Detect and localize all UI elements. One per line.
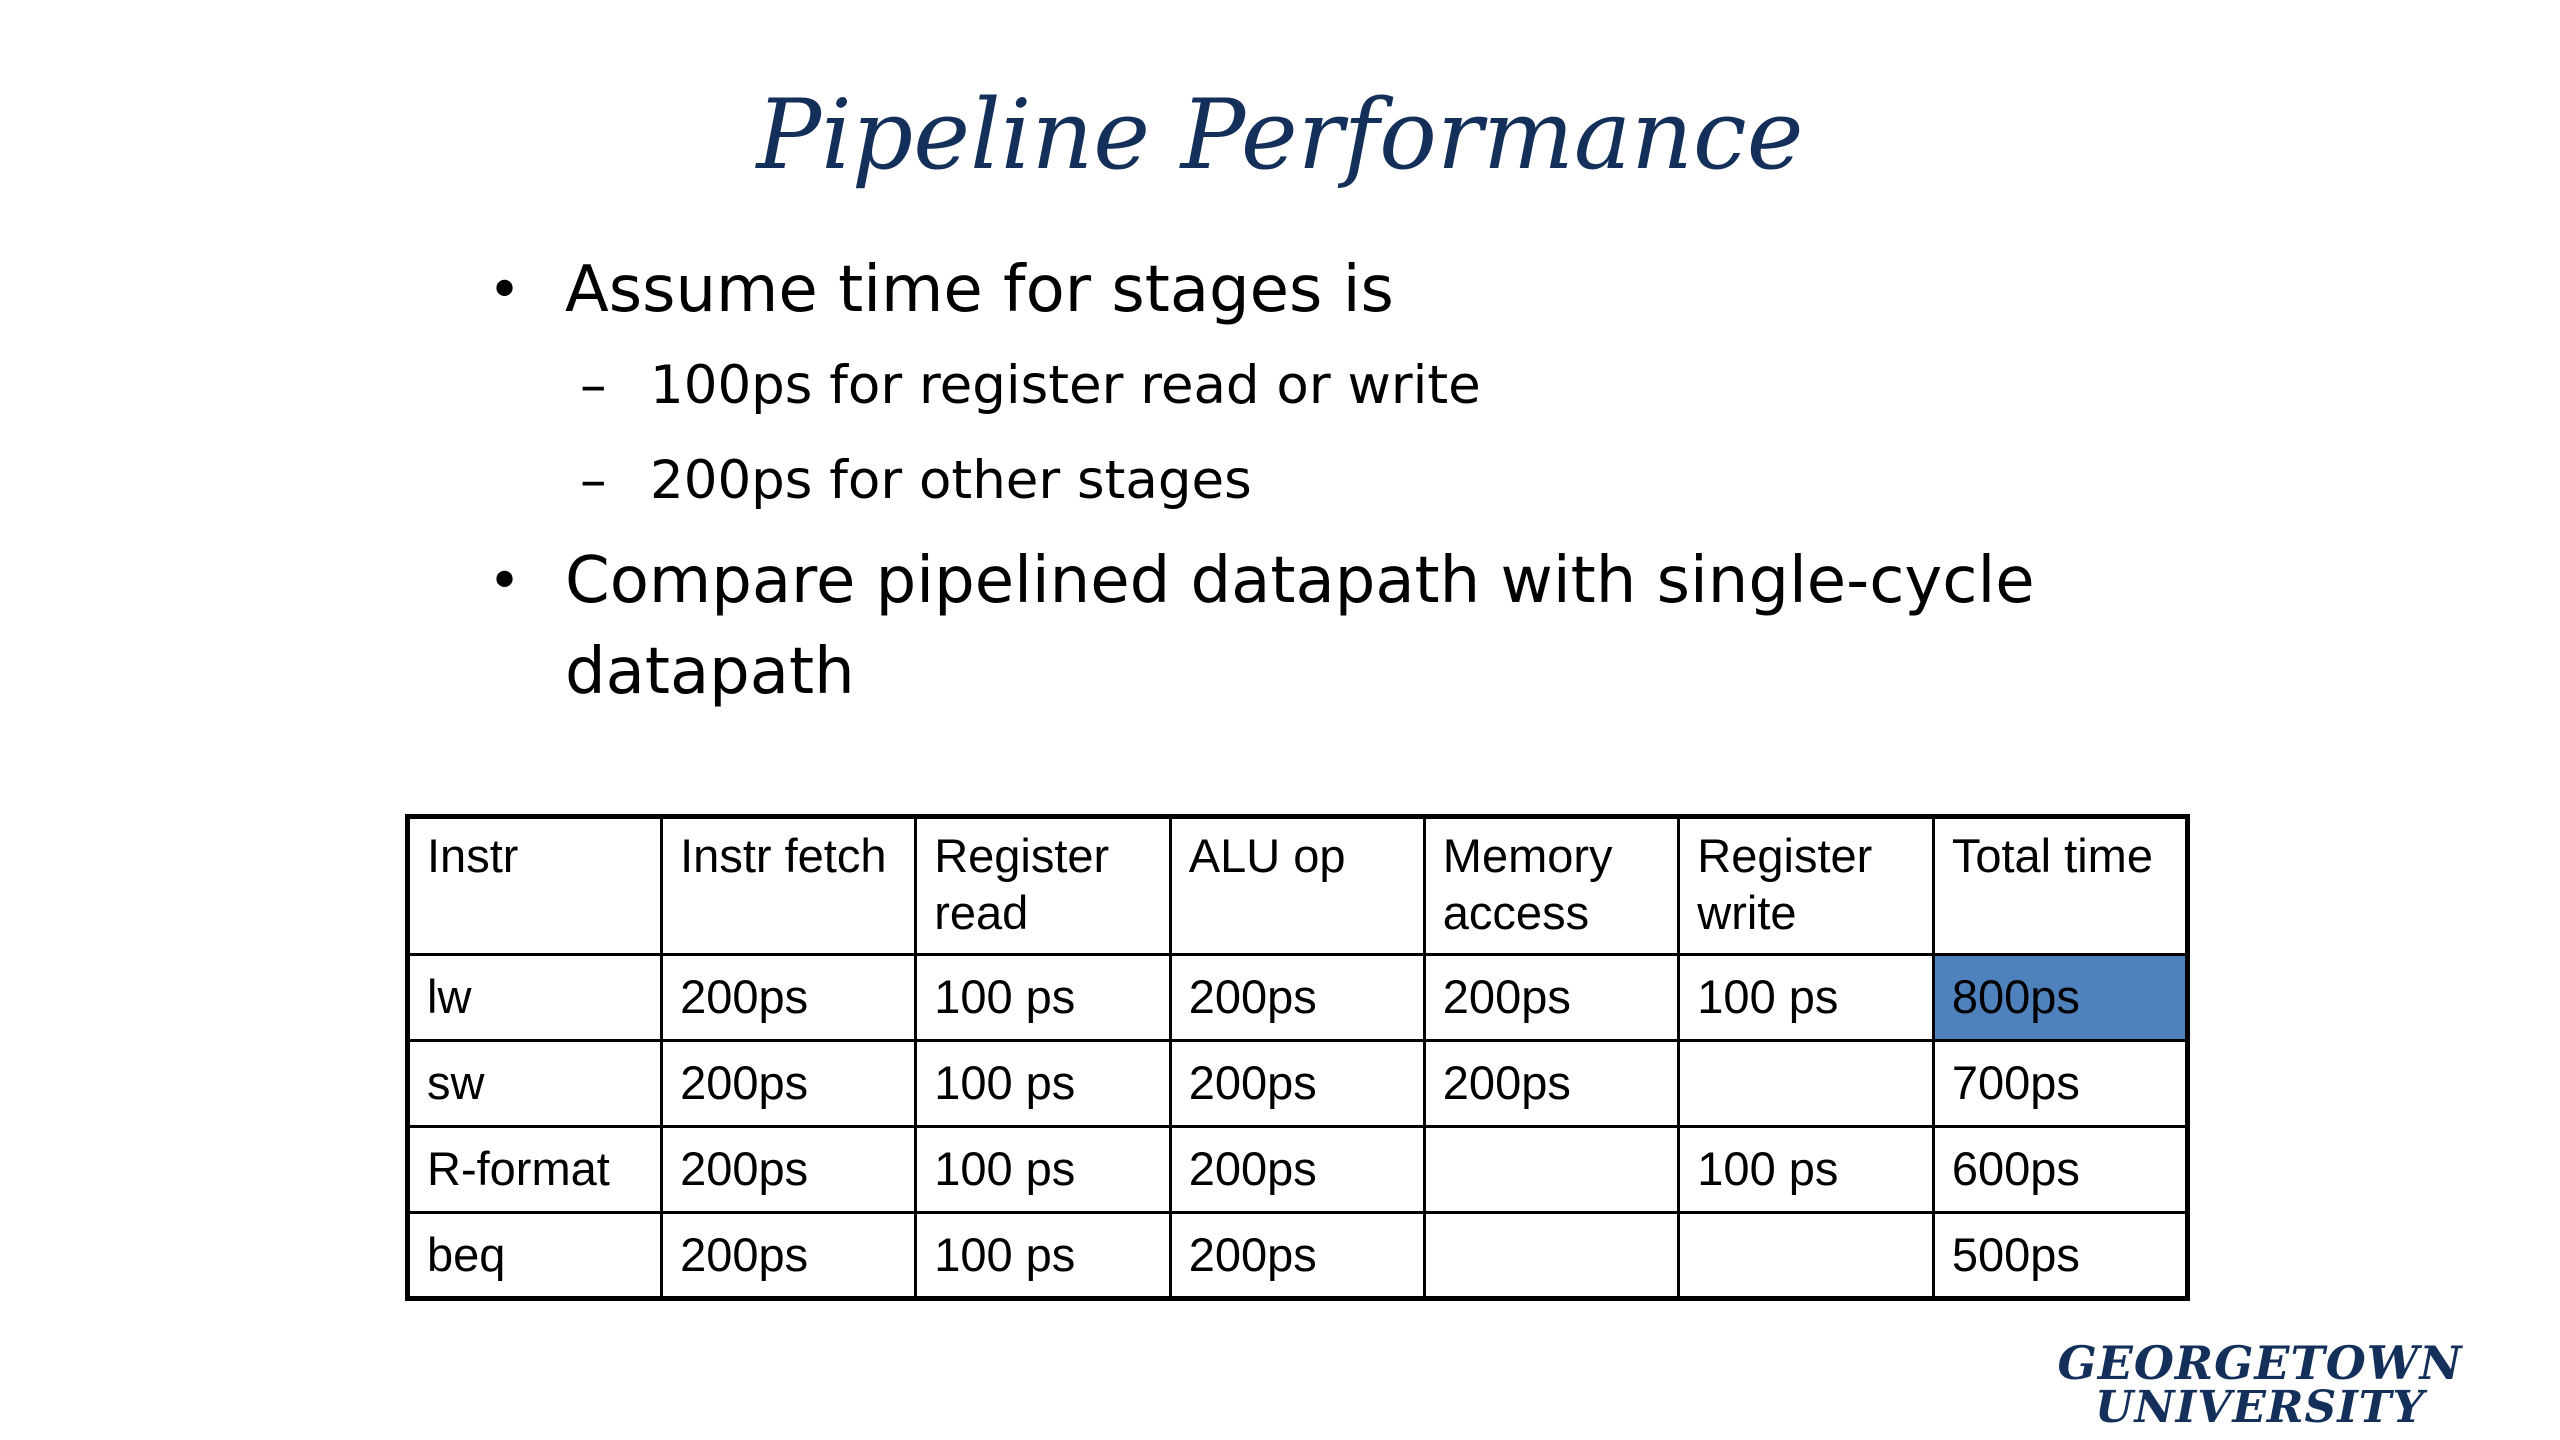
table-row: [408, 1213, 2188, 1299]
sub-bullet-mark: –: [580, 450, 607, 511]
bullet-text: Assume time for stages is: [565, 253, 1394, 327]
table-cell: 200ps: [1170, 955, 1424, 1041]
bullet-list: [480, 245, 2280, 718]
table-cell: 100 ps: [916, 1041, 1171, 1127]
highlighted-total-cell: 800ps: [1933, 955, 2187, 1041]
table-cell: 200ps: [662, 955, 916, 1041]
bullet-mark: •: [488, 258, 522, 323]
header-instr: Instr: [408, 817, 662, 955]
sub-bullet-text: 100ps for register read or write: [650, 355, 1481, 416]
table-cell: [1679, 1041, 1934, 1127]
header-instr-fetch: Instr fetch: [662, 817, 916, 955]
logo-line-2: UNIVERSITY: [2095, 1382, 2425, 1433]
table-cell: 200ps: [1424, 1041, 1679, 1127]
table-cell: 200ps: [1170, 1213, 1424, 1299]
table-cell: 100 ps: [916, 955, 1171, 1041]
table-cell: 700ps: [1933, 1041, 2187, 1127]
table-cell: lw: [408, 955, 662, 1041]
table-cell: 200ps: [1170, 1127, 1424, 1213]
header-register-read: Register read: [916, 817, 1171, 955]
table-cell: 200ps: [662, 1041, 916, 1127]
table-cell: 200ps: [662, 1127, 916, 1213]
slide-title: Pipeline Performance: [756, 79, 1804, 191]
table-row: [408, 955, 2188, 1041]
table-row: [408, 1127, 2188, 1213]
table-cell: 100 ps: [916, 1213, 1171, 1299]
table-cell: 200ps: [1170, 1041, 1424, 1127]
bullet-item: [480, 245, 2280, 336]
table-cell: [1679, 1213, 1934, 1299]
table-header-row: [408, 817, 2188, 955]
logo-line-1: GEORGETOWN: [2057, 1336, 2463, 1390]
header-alu-op: ALU op: [1170, 817, 1424, 955]
table-cell: 600ps: [1933, 1127, 2187, 1213]
bullet-item: [480, 536, 2280, 718]
table-cell: 200ps: [1424, 955, 1679, 1041]
timing-table: [405, 814, 2190, 1301]
header-memory-access: Memory access: [1424, 817, 1679, 955]
table-cell: 100 ps: [916, 1127, 1171, 1213]
table-cell: R-format: [408, 1127, 662, 1213]
bullet-mark: •: [488, 549, 522, 614]
sub-bullet-text: 200ps for other stages: [650, 450, 1252, 511]
bullet-text: Compare pipelined datapath with single-cycle datapath: [565, 544, 2035, 709]
table-row: [408, 1041, 2188, 1127]
table-cell: 500ps: [1933, 1213, 2187, 1299]
sub-bullet-item: [480, 433, 2280, 528]
table-cell: sw: [408, 1041, 662, 1127]
table-cell: 100 ps: [1679, 1127, 1934, 1213]
header-total-time: Total time: [1933, 817, 2187, 955]
table-cell: 200ps: [662, 1213, 916, 1299]
table-cell: [1424, 1213, 1679, 1299]
table-cell: beq: [408, 1213, 662, 1299]
header-register-write: Register write: [1679, 817, 1934, 955]
sub-bullet-mark: –: [580, 355, 607, 416]
table-cell: 100 ps: [1679, 955, 1934, 1041]
sub-bullet-item: [480, 338, 2280, 433]
table-cell: [1424, 1127, 1679, 1213]
georgetown-university-logo: [2000, 1336, 2520, 1433]
sub-bullet-list: [480, 338, 2280, 528]
